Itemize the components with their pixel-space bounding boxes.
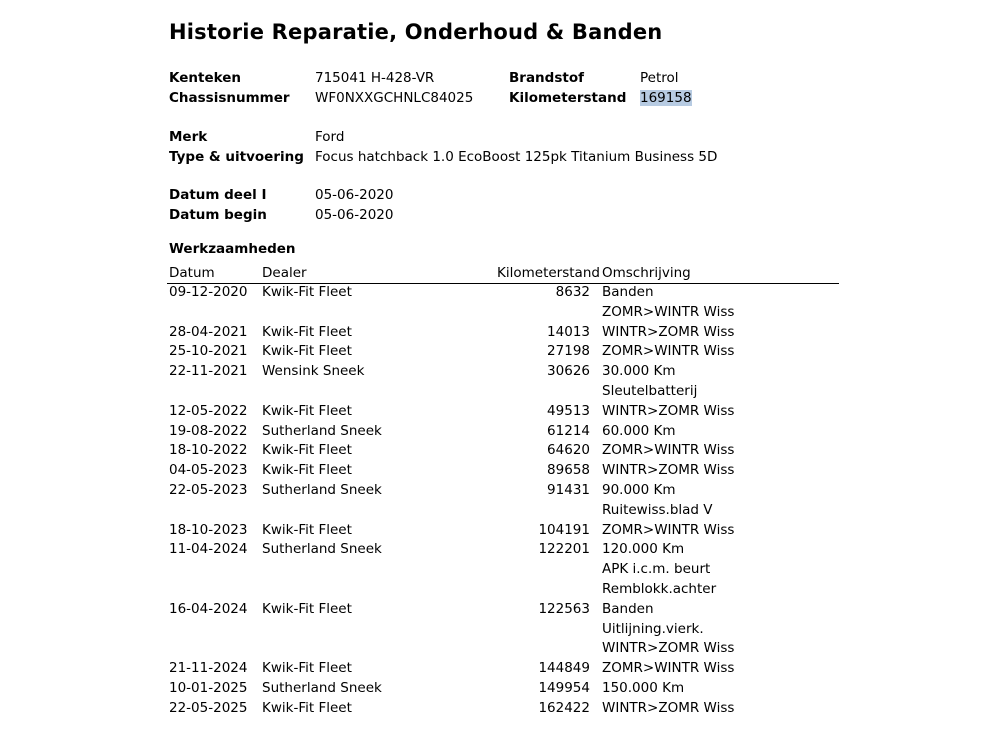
table-row (167, 342, 839, 362)
chassis-value: WF0NXXGCHNLC84025 (315, 90, 474, 106)
cell-datum: 22-05-2025 (169, 699, 248, 716)
cell-omschrijving (602, 600, 734, 659)
cell-dealer: Kwik-Fit Fleet (262, 600, 352, 617)
omschrijving-line: WINTR>ZOMR Wiss (602, 699, 735, 716)
cell-kilometerstand: 91431 (547, 481, 590, 498)
cell-datum: 19-08-2022 (169, 422, 248, 439)
cell-omschrijving (602, 540, 716, 599)
cell-kilometerstand: 89658 (547, 462, 590, 479)
omschrijving-line: Uitlijning.vierk. (602, 620, 704, 637)
cell-dealer: Sutherland Sneek (262, 679, 382, 696)
kenteken-label: Kenteken (169, 70, 241, 86)
table-header (167, 263, 839, 284)
table-row (167, 323, 839, 343)
table-row (167, 521, 839, 541)
cell-kilometerstand: 14013 (547, 323, 590, 340)
cell-omschrijving (602, 422, 676, 442)
cell-omschrijving (602, 283, 734, 323)
table-row (167, 402, 839, 422)
cell-kilometerstand: 64620 (547, 442, 590, 459)
cell-dealer: Sutherland Sneek (262, 541, 382, 558)
datum-deel-label: Datum deel I (169, 187, 267, 203)
omschrijving-line: Remblokk.achter (602, 580, 717, 597)
cell-kilometerstand: 149954 (538, 679, 590, 696)
selected-text-highlight: 169158 (640, 90, 692, 106)
cell-datum: 21-11-2024 (169, 660, 248, 677)
cell-kilometerstand: 49513 (547, 402, 590, 419)
werkzaamheden-heading: Werkzaamheden (169, 241, 296, 257)
cell-datum: 28-04-2021 (169, 323, 248, 340)
column-header-omschrijving: Omschrijving (602, 265, 691, 281)
column-header-datum: Datum (169, 265, 215, 281)
omschrijving-line: Banden (602, 600, 654, 617)
omschrijving-line: WINTR>ZOMR Wiss (602, 402, 735, 419)
brandstof-label: Brandstof (509, 70, 584, 86)
cell-omschrijving (602, 699, 734, 719)
type-label: Type & uitvoering (169, 149, 304, 165)
table-row (167, 481, 839, 521)
table-row (167, 422, 839, 442)
cell-dealer: Kwik-Fit Fleet (262, 660, 352, 677)
omschrijving-line: ZOMR>WINTR Wiss (602, 343, 735, 360)
chassis-label: Chassisnummer (169, 90, 290, 106)
omschrijving-line: WINTR>ZOMR Wiss (602, 323, 735, 340)
omschrijving-line: 90.000 Km (602, 481, 676, 498)
cell-dealer: Kwik-Fit Fleet (262, 343, 352, 360)
cell-datum: 22-05-2023 (169, 481, 248, 498)
table-row (167, 441, 839, 461)
cell-datum: 18-10-2023 (169, 521, 248, 538)
cell-datum: 22-11-2021 (169, 363, 248, 380)
omschrijving-line: 150.000 Km (602, 679, 685, 696)
cell-dealer: Kwik-Fit Fleet (262, 699, 352, 716)
omschrijving-line: Banden (602, 284, 654, 300)
cell-omschrijving (602, 441, 734, 461)
cell-kilometerstand: 61214 (547, 422, 590, 439)
datum-deel-value: 05-06-2020 (315, 187, 394, 203)
cell-kilometerstand: 104191 (538, 521, 590, 538)
omschrijving-line: 60.000 Km (602, 422, 676, 439)
table-row (167, 362, 839, 402)
cell-dealer: Kwik-Fit Fleet (262, 284, 352, 300)
cell-dealer: Sutherland Sneek (262, 422, 382, 439)
table-row (167, 540, 839, 599)
kilometerstand-value[interactable] (640, 88, 692, 108)
kenteken-value: 715041 H-428-VR (315, 70, 435, 86)
cell-datum: 11-04-2024 (169, 541, 248, 558)
datum-begin-label: Datum begin (169, 207, 267, 223)
cell-kilometerstand: 30626 (547, 363, 590, 380)
cell-dealer: Kwik-Fit Fleet (262, 521, 352, 538)
table-row (167, 461, 839, 481)
cell-dealer: Kwik-Fit Fleet (262, 323, 352, 340)
cell-dealer: Kwik-Fit Fleet (262, 442, 352, 459)
cell-kilometerstand: 8632 (555, 284, 590, 300)
column-header-dealer: Dealer (262, 265, 307, 281)
cell-dealer: Sutherland Sneek (262, 481, 382, 498)
table-row (167, 699, 839, 719)
table-row (167, 679, 839, 699)
datum-begin-value: 05-06-2020 (315, 207, 394, 223)
table-row (167, 283, 839, 323)
cell-omschrijving (602, 659, 734, 679)
cell-datum: 09-12-2020 (169, 284, 248, 300)
cell-omschrijving (602, 342, 734, 362)
cell-dealer: Kwik-Fit Fleet (262, 402, 352, 419)
omschrijving-line: 30.000 Km (602, 363, 676, 380)
table-row (167, 659, 839, 679)
omschrijving-line: ZOMR>WINTR Wiss (602, 303, 735, 320)
cell-datum: 12-05-2022 (169, 402, 248, 419)
cell-omschrijving (602, 521, 734, 541)
cell-kilometerstand: 122201 (538, 541, 590, 558)
omschrijving-line: WINTR>ZOMR Wiss (602, 462, 735, 479)
omschrijving-line: 120.000 Km (602, 541, 685, 558)
table-row (167, 600, 839, 659)
cell-datum: 18-10-2022 (169, 442, 248, 459)
cell-kilometerstand: 144849 (538, 660, 590, 677)
cell-dealer: Wensink Sneek (262, 363, 365, 380)
cell-kilometerstand: 122563 (538, 600, 590, 617)
cell-datum: 25-10-2021 (169, 343, 248, 360)
cell-kilometerstand: 27198 (547, 343, 590, 360)
cell-kilometerstand: 162422 (538, 699, 590, 716)
cell-omschrijving (602, 679, 684, 699)
omschrijving-line: ZOMR>WINTR Wiss (602, 442, 735, 459)
cell-omschrijving (602, 362, 697, 402)
table-body (167, 283, 839, 719)
merk-value: Ford (315, 129, 345, 145)
cell-omschrijving (602, 461, 734, 481)
omschrijving-line: Ruitewiss.blad V (602, 501, 713, 518)
omschrijving-line: Sleutelbatterij (602, 382, 698, 399)
page-title: Historie Reparatie, Onderhoud & Banden (169, 20, 663, 44)
omschrijving-line: ZOMR>WINTR Wiss (602, 660, 735, 677)
omschrijving-line: APK i.c.m. beurt (602, 561, 711, 578)
type-value: Focus hatchback 1.0 EcoBoost 125pk Titanium Business 5D (315, 149, 718, 165)
cell-omschrijving (602, 481, 713, 521)
cell-datum: 16-04-2024 (169, 600, 248, 617)
merk-label: Merk (169, 129, 208, 145)
cell-datum: 04-05-2023 (169, 462, 248, 479)
cell-datum: 10-01-2025 (169, 679, 248, 696)
omschrijving-line: WINTR>ZOMR Wiss (602, 640, 735, 657)
cell-omschrijving (602, 402, 734, 422)
column-header-kilometerstand: Kilometerstand (497, 265, 600, 281)
brandstof-value: Petrol (640, 70, 679, 86)
kilometerstand-label: Kilometerstand (509, 90, 627, 106)
omschrijving-line: ZOMR>WINTR Wiss (602, 521, 735, 538)
cell-dealer: Kwik-Fit Fleet (262, 462, 352, 479)
cell-omschrijving (602, 323, 734, 343)
